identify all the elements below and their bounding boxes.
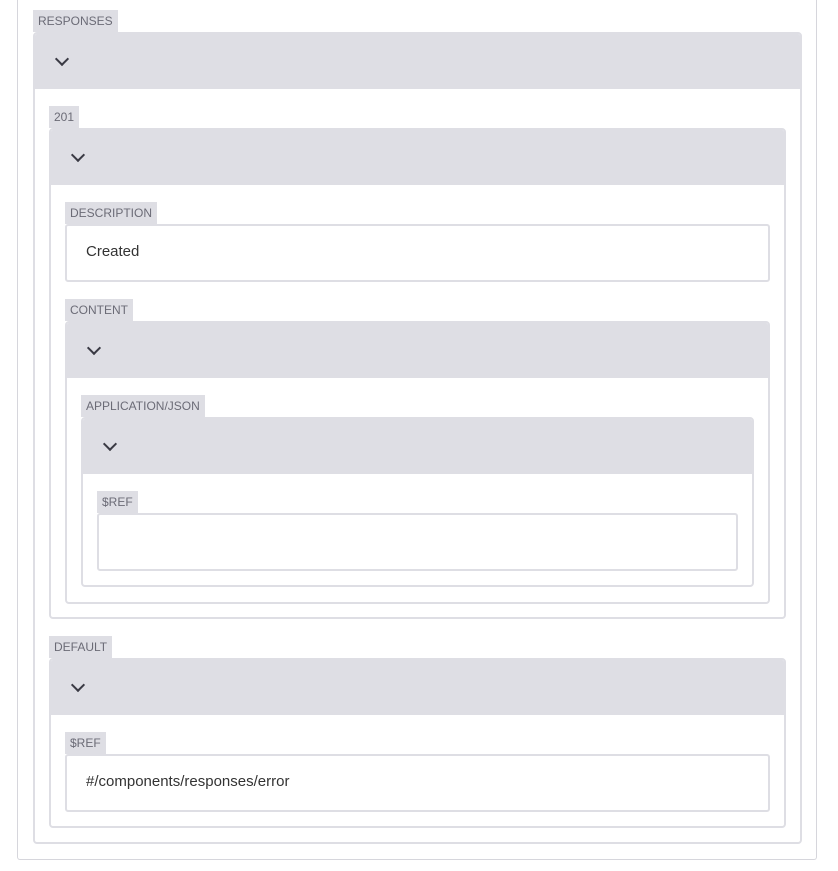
description-label: DESCRIPTION [65, 202, 157, 224]
response-201-label: 201 [49, 106, 79, 128]
ref-field[interactable] [97, 513, 738, 571]
response-201-header[interactable] [51, 130, 784, 185]
media-type-header[interactable] [83, 419, 752, 474]
chevron-down-icon[interactable] [71, 678, 85, 692]
ref-label: $REF [97, 491, 138, 513]
chevron-down-icon[interactable] [71, 148, 85, 162]
chevron-down-icon[interactable] [55, 52, 69, 66]
default-ref-field[interactable]: #/components/responses/error [65, 754, 770, 812]
responses-label: RESPONSES [33, 10, 118, 32]
default-ref-label: $REF [65, 732, 106, 754]
chevron-down-icon[interactable] [87, 341, 101, 355]
media-type-label: APPLICATION/JSON [81, 395, 205, 417]
default-label: DEFAULT [49, 636, 112, 658]
content-header[interactable] [67, 323, 768, 378]
content-label: CONTENT [65, 299, 133, 321]
default-header[interactable] [51, 660, 784, 715]
responses-header[interactable] [35, 34, 800, 89]
description-field[interactable]: Created [65, 224, 770, 282]
chevron-down-icon[interactable] [103, 437, 117, 451]
